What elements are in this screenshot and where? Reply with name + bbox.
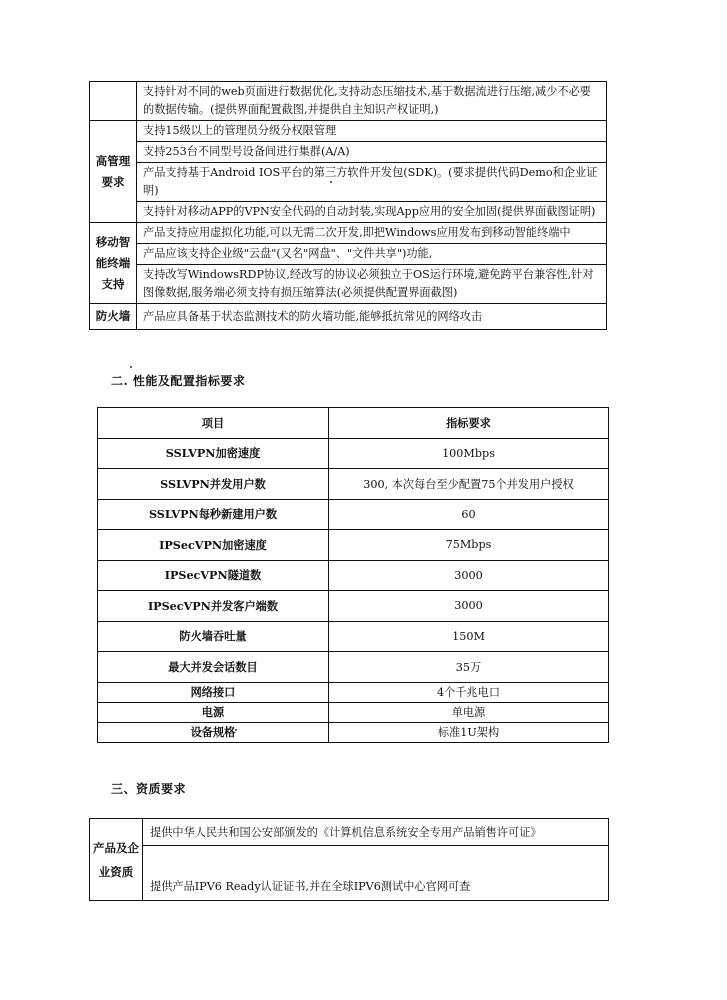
requirement-text: 产品应具备基于状态监测技术的防火墙功能,能够抵抗常见的网络攻击 [137,304,607,330]
table-row [90,82,607,121]
spec-value: 60 [329,499,609,530]
category-cell: 产品及企业资质 [90,819,143,901]
table-row [98,722,609,742]
scan-speck [235,729,237,731]
qualification-table [89,818,609,901]
requirements-table [89,81,607,330]
spec-item: IPSecVPN并发客户端数 [98,591,329,622]
requirement-text: 产品支持基于Android IOS平台的第三方软件开发包(SDK)。(要求提供代码Demo和企业证明) [137,163,607,202]
table-row [90,265,607,304]
column-header: 指标要求 [329,408,609,439]
category-cell: 移动智能终端支持 [90,223,137,304]
qualification-text: 提供中华人民共和国公安部颁发的《计算机信息系统安全专用产品销售许可证》 [143,819,609,846]
spec-item: 网络接口 [98,682,329,702]
table-row [90,163,607,202]
requirement-text: 产品支持应用虚拟化功能,可以无需二次开发,即把Windows应用发布到移动智能终端中 [137,223,607,244]
scan-speck [330,181,332,183]
spec-value: 35万 [329,652,609,683]
table-row [98,499,609,530]
table-row [98,652,609,683]
spec-item: 电源 [98,702,329,722]
spec-value: 75Mbps [329,530,609,561]
requirement-text: 产品应该支持企业级"云盘"(又名"网盘"、"文件共享")功能, [137,244,607,265]
table-row [98,591,609,622]
column-header: 项目 [98,408,329,439]
table-row [90,202,607,223]
table-row [98,438,609,469]
requirement-text: 支持15级以上的管理员分级分权限管理 [137,121,607,142]
table-row [98,469,609,500]
spec-item: SSLVPN加密速度 [98,438,329,469]
spec-item: 设备规格 [98,722,329,742]
requirement-text: 支持针对不同的web页面进行数据优化,支持动态压缩技术,基于数据流进行压缩,减少不必要的数据传输。(提供界面配置截图,并提供自主知识产权证明,) [137,82,607,121]
spec-value: 150M [329,621,609,652]
requirement-text: 支持253台不同型号设备间进行集群(A/A) [137,142,607,163]
table-row [98,530,609,561]
table-row [98,682,609,702]
spec-item: IPSecVPN加密速度 [98,530,329,561]
table-row [90,244,607,265]
requirement-text: 支持针对移动APP的VPN安全代码的自动封装,实现App应用的安全加固(提供界面截图证明) [137,202,607,223]
category-cell: 高管理要求 [90,121,137,223]
spec-value: 标准1U架构 [329,722,609,742]
spec-item: 防火墙吞吐量 [98,621,329,652]
section-heading: 二. 性能及配置指标要求 [111,374,246,388]
scan-speck [130,366,132,368]
spec-item: IPSecVPN隧道数 [98,560,329,591]
table-row [98,702,609,722]
qualification-text: 提供产品IPV6 Ready认证证书,并在全球IPV6测试中心官网可查 [143,846,609,901]
table-header-row [98,408,609,439]
spec-item: 最大并发会话数目 [98,652,329,683]
spec-value: 100Mbps [329,438,609,469]
spec-value: 3000 [329,560,609,591]
spec-value: 3000 [329,591,609,622]
spec-value: 300, 本次每台至少配置75个并发用户授权 [329,469,609,500]
spec-value: 单电源 [329,702,609,722]
table-row [90,304,607,330]
table-row [90,819,609,846]
section-heading: 三、资质要求 [111,782,187,796]
spec-item: SSLVPN每秒新建用户数 [98,499,329,530]
table-row [98,560,609,591]
category-cell [90,82,137,121]
table-row [98,621,609,652]
table-row [90,846,609,901]
table-row [90,223,607,244]
category-cell: 防火墙 [90,304,137,330]
spec-value: 4个千兆电口 [329,682,609,702]
requirement-text: 支持改写WindowsRDP协议,经改写的协议必须独立于OS运行环境,避免跨平台兼容性,针对图像数据,服务端必须支持有损压缩算法(必须提供配置界面截图) [137,265,607,304]
table-row [90,142,607,163]
spec-table [97,407,609,743]
table-row [90,121,607,142]
spec-item: SSLVPN并发用户数 [98,469,329,500]
